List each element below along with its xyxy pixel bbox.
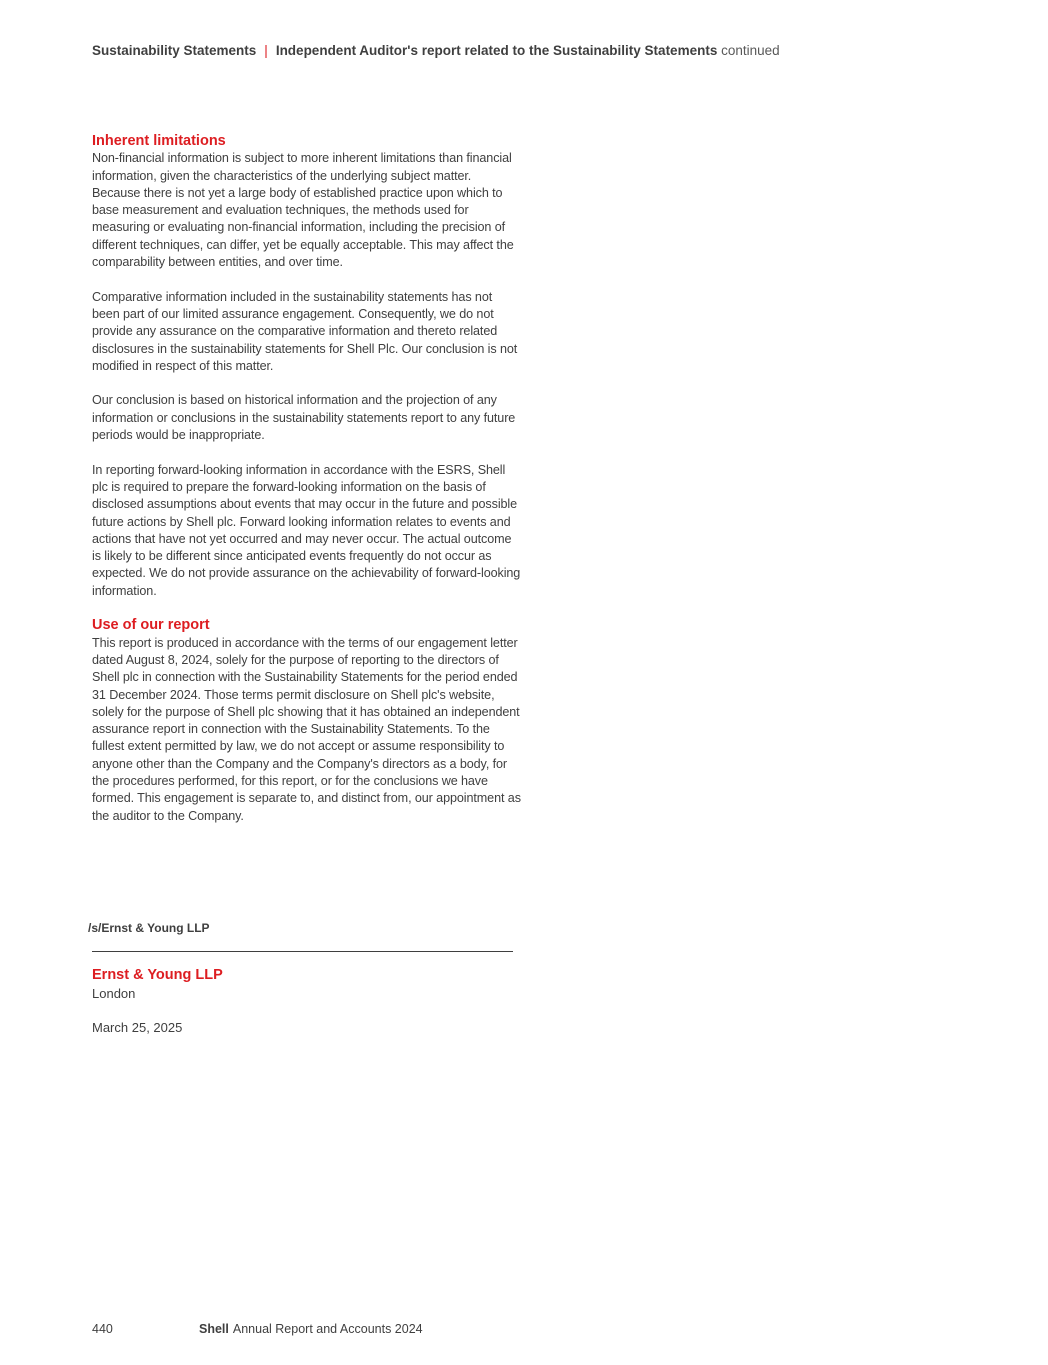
footer-publication-title: Annual Report and Accounts 2024 — [232, 1322, 423, 1336]
signature: /s/Ernst & Young LLP — [88, 921, 210, 935]
signature-date: March 25, 2025 — [92, 1020, 183, 1035]
use-of-report-heading: Use of our report — [92, 617, 210, 634]
use-of-report-paragraph: This report is produced in accordance with the terms of our engagement letter dated August 8, 2024, solely for the purpose of reporting to the directors of Shell plc in connection with the Sustainability Statements for the period ended 31 December 2024. Those terms permit disclosure on Shell plc's website, solely for the purpose of Shell plc showing that it has obtained an independent assurance report in connection with the Sustainability Statements. To the fullest extent permitted by law, we do not accept or assume responsibility to anyone other than the Company and the Company's directors as a body, for the procedures performed, for this report, or for the conclusions we have formed. This engagement is separate to, and distinct from, our appointment as the auditor to the Company. — [92, 635, 521, 823]
main-column — [92, 133, 522, 825]
header-section: Sustainability Statements — [92, 43, 257, 58]
signature-divider — [92, 951, 513, 952]
header-separator: | — [264, 43, 268, 58]
inherent-limitations-paragraph-1: Non-financial information is subject to more inherent limitations than financial information, given the characteristics of the underlying subject matter. Because there is not yet a large body of established practice upon which to base measurement and evaluation techniques, the methods used for measuring or evaluating non-financial information, including the precision of different techniques, can differ, yet be equally acceptable. This may affect the comparability between entities, and over time. — [92, 151, 514, 270]
footer-brand: Shell — [199, 1322, 229, 1336]
firm-city: London — [92, 986, 136, 1001]
inherent-limitations-heading: Inherent limitations — [92, 133, 226, 149]
inherent-limitations-paragraph-3: Our conclusion is based on historical information and the projection of any information or conclusions in the sustainability statements report to any future periods would be inappropriate. — [92, 393, 516, 443]
inherent-limitations-paragraph-2: Comparative information included in the sustainability statements has not been part of our limited assurance engagement. Consequently, we do not provide any assurance on the comparative information and thereto related disclosures in the sustainability statements for Shell Plc. Our conclusion is not modified in respect of this matter. — [92, 289, 518, 373]
header-title: Independent Auditor's report related to the Sustainability Statements — [275, 43, 718, 58]
firm-name: Ernst & Young LLP — [92, 967, 223, 983]
page-header — [92, 42, 992, 60]
page-number: 440 — [92, 1322, 113, 1336]
footer-publication — [199, 1321, 423, 1337]
header-continued: continued — [721, 43, 780, 58]
inherent-limitations-paragraph-4: In reporting forward-looking information in accordance with the ESRS, Shell plc is required to prepare the forward-looking information on the basis of disclosed assumptions about events that may occur in the future and possible future actions by Shell plc. Forward looking information relates to events and actions that have not yet occurred and may never occur. The actual outcome is likely to be different since anticipated events frequently do not occur as expected. We do not provide assurance on the achievability of forward-looking information. — [92, 462, 521, 598]
